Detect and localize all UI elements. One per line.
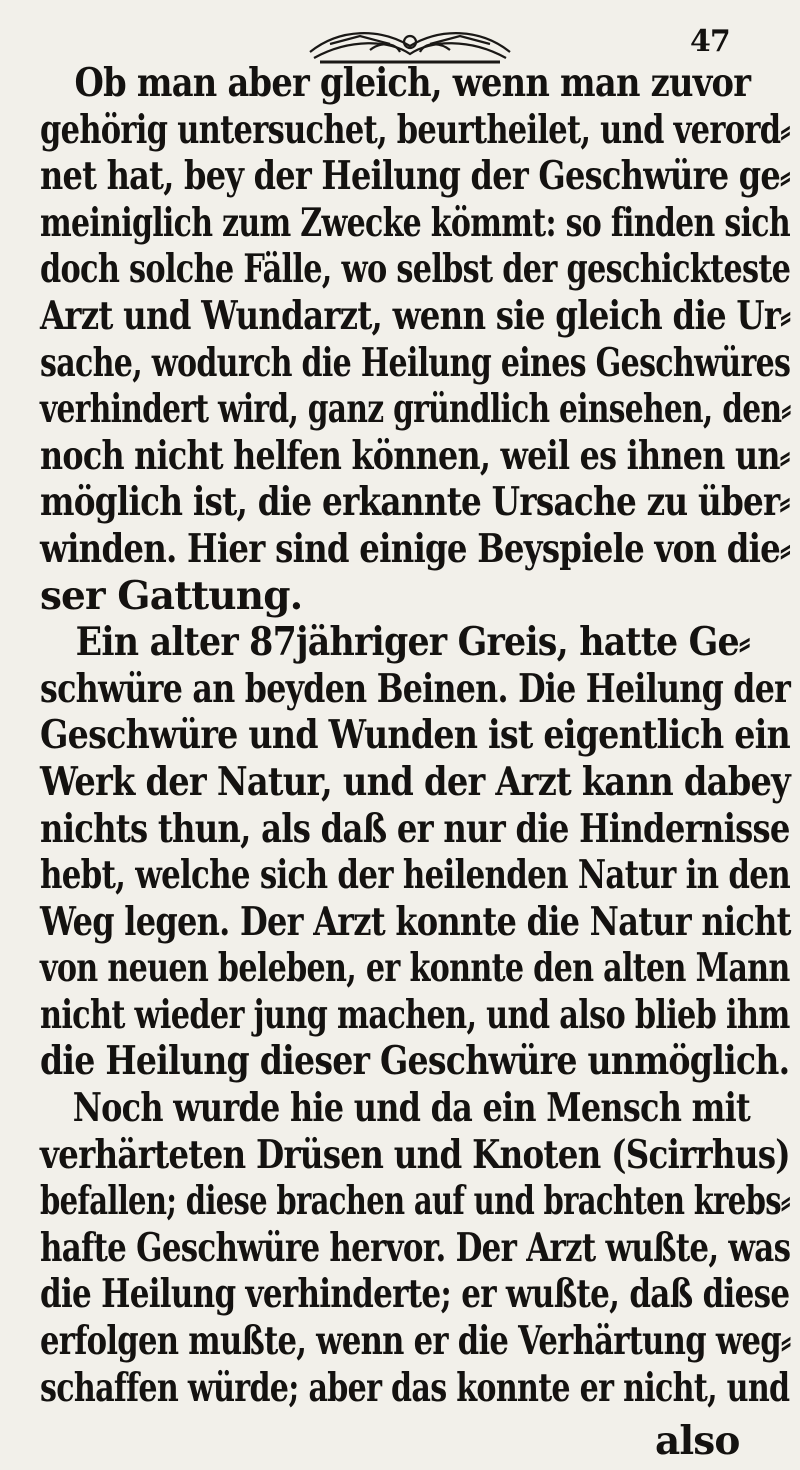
text-line: von neuen beleben, er konnte den alten Mann [40, 945, 790, 992]
page-number: 47 [690, 24, 730, 59]
body-text [40, 60, 795, 1411]
text-line: hafte Geschwüre hervor. Der Arzt wußte, was [40, 1224, 791, 1271]
text-line: verhärteten Drüsen und Knoten (Scirrhus) [40, 1131, 790, 1178]
text-line: ser Gattung. [40, 572, 303, 619]
text-line: nichts thun, als daß er nur die Hindernisse [40, 805, 790, 852]
text-line: Werk der Natur, und der Arzt kann dabey [40, 758, 790, 805]
text-line: gehörig untersuchet, beurtheilet, und verord⸗ [40, 106, 790, 153]
text-line: noch nicht helfen können, weil es ihnen un⸗ [40, 432, 790, 479]
text-line: Arzt und Wundarzt, wenn sie gleich die Ur⸗ [40, 292, 791, 339]
text-line: Noch wurde hie und da ein Mensch mit [72, 1085, 750, 1132]
text-line: meiniglich zum Zwecke kömmt: so finden sich [40, 199, 790, 246]
text-line: sache, wodurch die Heilung eines Geschwüres [40, 339, 791, 386]
text-line: schaffen würde; aber das konnte er nicht, und [40, 1364, 790, 1411]
text-line: winden. Hier sind einige Beyspiele von die⸗ [40, 525, 791, 572]
text-line: Ein alter 87jähriger Greis, hatte Ge⸗ [75, 619, 750, 666]
text-line: Ob man aber gleich, wenn man zuvor [74, 60, 751, 106]
text-line: erfolgen mußte, wenn er die Verhärtung weg⸗ [40, 1318, 791, 1365]
text-line: verhindert wird, ganz gründlich einsehen, den⸗ [40, 386, 791, 433]
catchword: also [655, 1418, 740, 1464]
text-line: net hat, bey der Heilung der Geschwüre ge⸗ [40, 153, 790, 200]
paragraph-3 [40, 1085, 795, 1411]
text-line: die Heilung dieser Geschwüre unmöglich. [40, 1038, 790, 1085]
text-line: Geschwüre und Wunden ist eigentlich ein [40, 712, 790, 759]
paragraph-1 [40, 60, 795, 619]
text-line: doch solche Fälle, wo selbst der geschickteste [40, 246, 791, 293]
text-line: schwüre an beyden Beinen. Die Heilung der [40, 665, 791, 712]
paragraph-2 [40, 619, 795, 1085]
text-line: Weg legen. Der Arzt konnte die Natur nicht [40, 898, 791, 945]
text-line: hebt, welche sich der heilenden Natur in den [40, 852, 790, 899]
text-line: befallen; diese brachen auf und brachten krebs⸗ [40, 1178, 790, 1225]
text-line: möglich ist, die erkannte Ursache zu über⸗ [40, 479, 790, 526]
text-line: nicht wieder jung machen, und also blieb ihm [40, 991, 790, 1038]
text-line: die Heilung verhinderte; er wußte, daß diese [40, 1271, 790, 1318]
